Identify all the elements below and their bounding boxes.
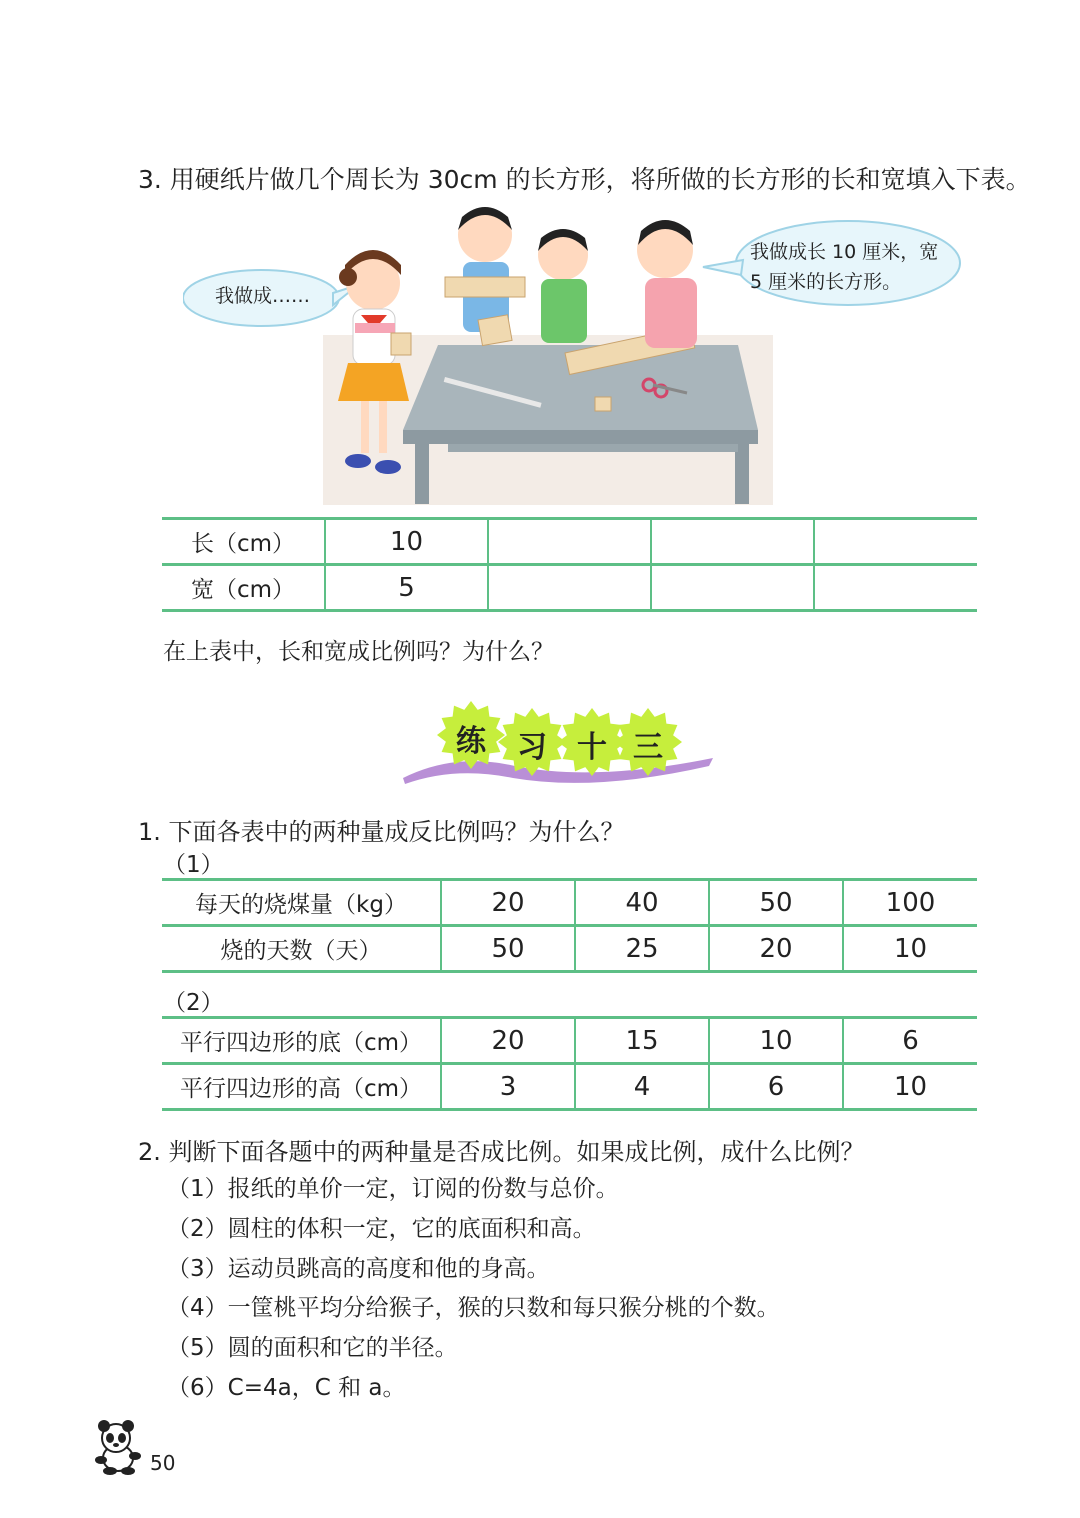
table-cell: 3: [441, 1064, 575, 1110]
row-label: 宽（cm）: [162, 565, 325, 611]
table-cell: 5: [325, 565, 488, 611]
table-row: [162, 1064, 977, 1110]
table-row: [162, 926, 977, 972]
question-3-title: 3. 用硬纸片做几个周长为 30cm 的长方形，将所做的长方形的长和宽填入下表。: [138, 165, 1031, 194]
table-cell: 6: [843, 1018, 977, 1064]
table-cell: 6: [709, 1064, 843, 1110]
coal-usage-table: [162, 878, 977, 973]
table-cell: 20: [441, 880, 575, 926]
table-cell: [651, 565, 814, 611]
table-cell: 10: [709, 1018, 843, 1064]
question-1-title: 1. 下面各表中的两种量成反比例吗？为什么？: [138, 818, 625, 846]
table-cell: 25: [575, 926, 709, 972]
row-label: 长（cm）: [162, 519, 325, 565]
table-cell: 50: [441, 926, 575, 972]
boy-figure-1: [445, 207, 525, 346]
list-item: （6）C=4a，C 和 a。: [167, 1374, 406, 1401]
brush-stroke: [403, 758, 713, 784]
list-item: （1）报纸的单价一定，订阅的份数与总价。: [167, 1176, 619, 1202]
table-cell: 50: [709, 880, 843, 926]
table-cell: 20: [441, 1018, 575, 1064]
girl-figure-2: [538, 229, 588, 343]
table-cell: 10: [843, 926, 977, 972]
page-number: 50: [150, 1451, 176, 1475]
table-row: [162, 880, 977, 926]
right-bubble-line1: 我做成长 10 厘米，宽: [750, 241, 939, 263]
row-label: 每天的烧煤量（kg）: [162, 880, 441, 926]
list-item: （2）圆柱的体积一定，它的底面积和高。: [167, 1215, 596, 1242]
part-2-label: （2）: [163, 990, 224, 1016]
row-label: 平行四边形的底（cm）: [162, 1018, 441, 1064]
rectangle-dimensions-table: [162, 517, 977, 612]
table-cell: 10: [325, 519, 488, 565]
row-label: 平行四边形的高（cm）: [162, 1064, 441, 1110]
table-cell: 40: [575, 880, 709, 926]
table-cell: [488, 565, 651, 611]
exercise-char-3: 十: [577, 730, 607, 765]
right-bubble-line2: 5 厘米的长方形。: [750, 271, 902, 293]
classroom-illustration: [183, 205, 973, 505]
table-row: [162, 565, 977, 611]
panda-icon: [92, 1420, 144, 1475]
table-cell: [814, 565, 977, 611]
table-row: [162, 519, 977, 565]
table-cell: 100: [843, 880, 977, 926]
exercise-char-1: 练: [456, 724, 486, 759]
table-row: [162, 1018, 977, 1064]
part-1-label: （1）: [163, 852, 224, 878]
list-item: （4）一筐桃平均分给猴子，猴的只数和每只猴分桃的个数。: [167, 1295, 780, 1322]
parallelogram-table: [162, 1016, 977, 1111]
row-label: 烧的天数（天）: [162, 926, 441, 972]
question-3-followup: 在上表中，长和宽成比例吗？为什么？: [163, 639, 554, 665]
exercise-char-4: 三: [633, 730, 663, 765]
question-2-title: 2. 判断下面各题中的两种量是否成比例。如果成比例，成什么比例？: [138, 1138, 865, 1166]
table-cell: [488, 519, 651, 565]
table-cell: 20: [709, 926, 843, 972]
question-2-list: [167, 1170, 780, 1409]
table-cell: 4: [575, 1064, 709, 1110]
list-item: （5）圆的面积和它的半径。: [167, 1335, 458, 1362]
exercise-char-2: 习: [517, 730, 547, 765]
boy-figure-2: [637, 220, 697, 348]
exercise-heading-art: [395, 700, 725, 800]
table-cell: 15: [575, 1018, 709, 1064]
left-bubble-text: 我做成……: [215, 285, 311, 307]
table-cell: [651, 519, 814, 565]
table-cell: [814, 519, 977, 565]
list-item: （3）运动员跳高的高度和他的身高。: [167, 1255, 550, 1282]
table-cell: 10: [843, 1064, 977, 1110]
exercise-heading: [395, 700, 725, 800]
